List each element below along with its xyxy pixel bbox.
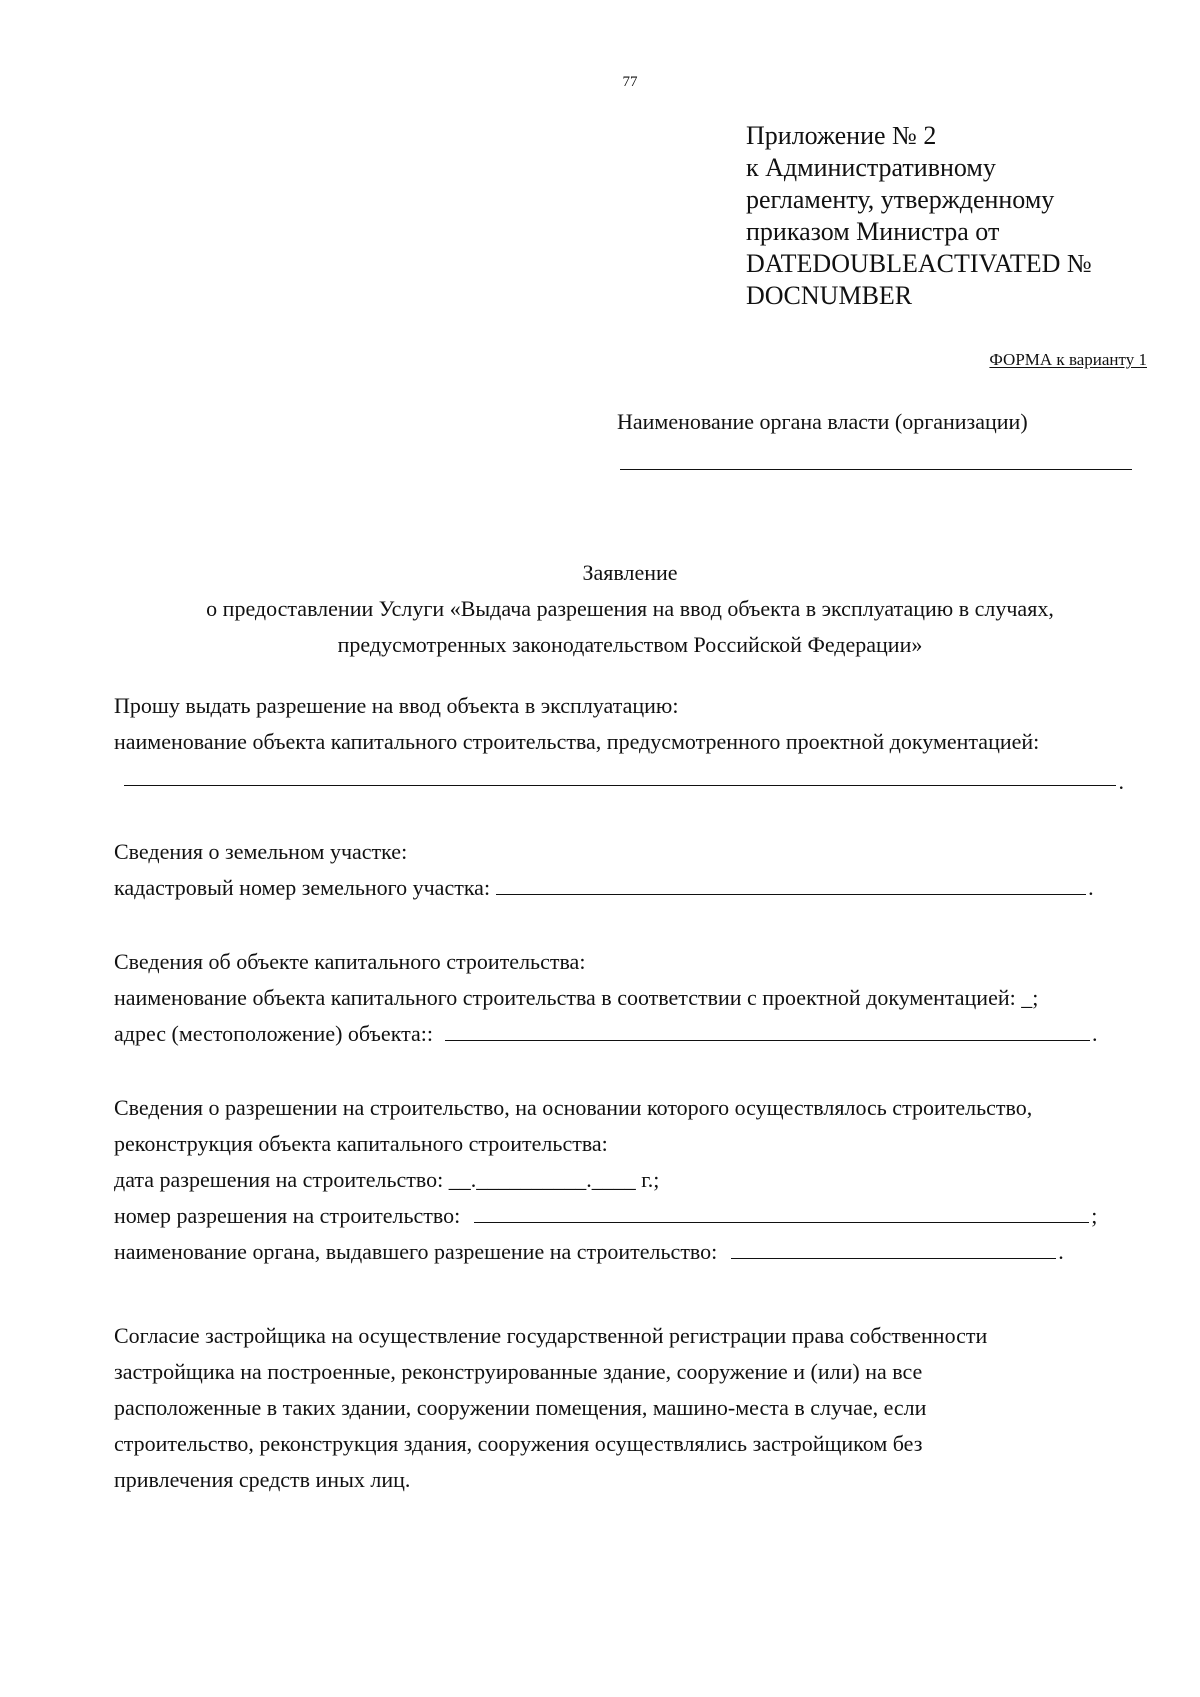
object-address-label: адрес (местоположение) объекта::	[114, 1021, 433, 1046]
end-mark: ;	[1091, 1203, 1098, 1228]
consent-line: строительство, реконструкция здания, сооружения осуществлялись застройщиком без	[114, 1431, 923, 1456]
end-mark: .	[1091, 1021, 1098, 1046]
permit-heading-line: реконструкция объекта капитального строительства:	[114, 1131, 608, 1156]
request-section	[114, 688, 1134, 796]
consent-line: привлечения средств иных лиц.	[114, 1467, 411, 1492]
fill-line	[124, 785, 1116, 786]
object-name-row	[114, 980, 1134, 1016]
cadastral-number-field[interactable]	[496, 870, 1086, 895]
cadastral-label: кадастровый номер земельного участка:	[114, 875, 491, 900]
appendix-line: DATEDOUBLEACTIVATED №	[746, 249, 1092, 278]
request-intro: Прошу выдать разрешение на ввод объекта в эксплуатацию:	[114, 693, 679, 718]
object-name-field[interactable]	[114, 760, 1134, 796]
permit-number-label: номер разрешения на строительство:	[114, 1203, 461, 1228]
consent-line: застройщика на построенные, реконструированные здание, сооружение и (или) на все	[114, 1359, 923, 1384]
permit-date-field[interactable]: __.__________.____ г.;	[448, 1167, 660, 1192]
permit-issuer-field[interactable]	[731, 1234, 1056, 1259]
permit-heading-line: Сведения о разрешении на строительство, на основании которого осуществлялось строительство,	[114, 1095, 1033, 1120]
form-variant-label: ФОРМА к варианту 1	[989, 350, 1147, 369]
object-name-field[interactable]: _;	[1021, 985, 1039, 1010]
land-section	[114, 834, 1134, 906]
appendix-line: приказом Министра от	[746, 217, 1000, 246]
end-mark: .	[1118, 769, 1124, 794]
end-mark: .	[1058, 1239, 1064, 1264]
appendix-line: к Административному	[746, 153, 996, 182]
object-address-field[interactable]	[445, 1016, 1090, 1041]
appendix-line: регламенту, утвержденному	[746, 185, 1055, 214]
page-number: 77	[622, 74, 638, 90]
object-name-label: наименование объекта капитального строительства в соответствии с проектной документацией:	[114, 985, 1016, 1010]
authority-label: Наименование органа власти (организации)	[617, 409, 1028, 434]
authority-name-field[interactable]	[620, 469, 1132, 470]
appendix-line: DOCNUMBER	[746, 281, 913, 310]
object-address-row	[114, 1016, 1134, 1052]
permit-issuer-row	[114, 1234, 1134, 1270]
permit-date-label: дата разрешения на строительство:	[114, 1167, 444, 1192]
cadastral-row	[114, 870, 1134, 906]
land-heading: Сведения о земельном участке:	[114, 839, 408, 864]
consent-line: расположенные в таких здании, сооружении помещения, машино-места в случае, если	[114, 1395, 927, 1420]
title-line: предусмотренных законодательством Российской Федерации»	[337, 632, 923, 657]
title-heading: Заявление	[582, 560, 678, 585]
permit-number-row	[114, 1198, 1134, 1234]
application-title	[0, 555, 1200, 663]
object-section	[114, 944, 1134, 1052]
permit-number-field[interactable]	[474, 1198, 1089, 1223]
appendix-line: Приложение № 2	[746, 121, 937, 150]
object-name-label: наименование объекта капитального строительства, предусмотренного проектной документацией:	[114, 729, 1040, 754]
permit-section	[114, 1090, 1134, 1270]
consent-line: Согласие застройщика на осуществление государственной регистрации права собственности	[114, 1323, 988, 1348]
title-line: о предоставлении Услуги «Выдача разрешения на ввод объекта в эксплуатацию в случаях,	[206, 596, 1054, 621]
consent-section	[114, 1318, 1134, 1498]
object-heading: Сведения об объекте капитального строительства:	[114, 949, 586, 974]
appendix-block	[746, 120, 1166, 312]
permit-issuer-label: наименование органа, выдавшего разрешение на строительство:	[114, 1239, 718, 1264]
permit-date-row	[114, 1162, 1134, 1198]
end-mark: .	[1088, 875, 1094, 900]
